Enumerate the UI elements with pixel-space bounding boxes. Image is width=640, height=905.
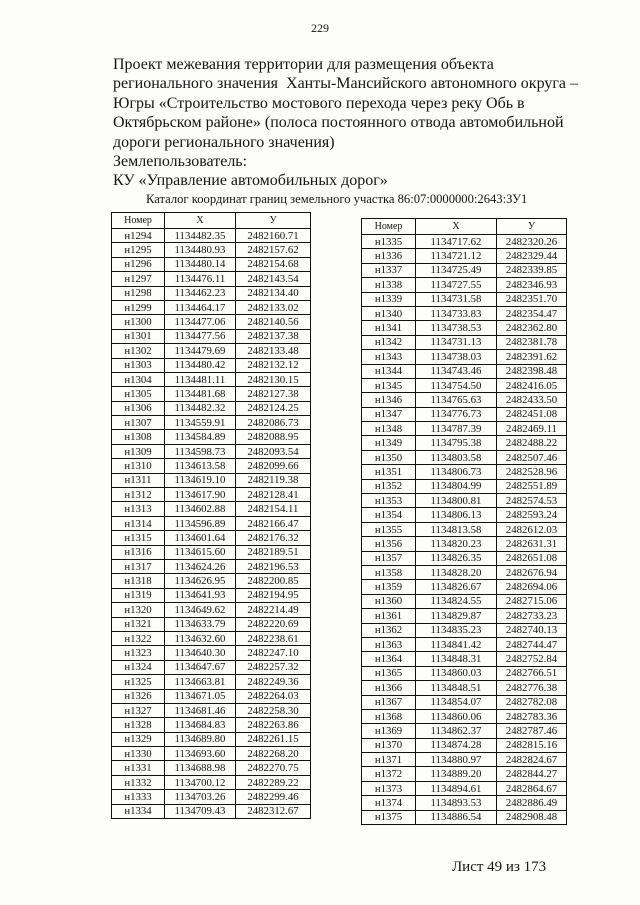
y-coordinate-cell: 2482381.78 [497, 336, 567, 350]
point-number-cell: н1321 [112, 618, 165, 632]
point-number-cell: н1304 [112, 373, 165, 387]
x-coordinate-cell: 1134481.68 [165, 387, 236, 401]
y-coordinate-cell: 2482908.48 [497, 811, 567, 825]
point-number-cell: н1341 [362, 321, 416, 335]
y-coordinate-cell: 2482154.68 [236, 258, 311, 272]
point-number-cell: н1331 [112, 761, 165, 775]
x-coordinate-cell: 1134619.10 [165, 474, 236, 488]
point-number-cell: н1316 [112, 546, 165, 560]
point-number-cell: н1322 [112, 632, 165, 646]
x-coordinate-cell: 1134640.30 [165, 646, 236, 660]
x-coordinate-cell: 1134464.17 [165, 301, 236, 315]
point-number-cell: н1300 [112, 315, 165, 329]
x-coordinate-cell: 1134765.63 [416, 393, 497, 407]
point-number-cell: н1349 [362, 436, 416, 450]
y-coordinate-cell: 2482824.67 [497, 753, 567, 767]
point-number-cell: н1299 [112, 301, 165, 315]
point-number-cell: н1319 [112, 589, 165, 603]
y-coordinate-cell: 2482488.22 [497, 436, 567, 450]
x-coordinate-cell: 1134841.42 [416, 638, 497, 652]
y-coordinate-cell: 2482154.11 [236, 502, 311, 516]
point-number-cell: н1334 [112, 805, 165, 819]
y-coordinate-cell: 2482351.70 [497, 293, 567, 307]
title-line: Октябрьском районе» (полоса постоянного отвода автомобильной [113, 114, 564, 132]
x-coordinate-cell: 1134717.62 [416, 235, 497, 249]
y-coordinate-cell: 2482133.48 [236, 344, 311, 358]
x-coordinate-cell: 1134480.42 [165, 359, 236, 373]
point-number-cell: н1339 [362, 293, 416, 307]
point-number-cell: н1323 [112, 646, 165, 660]
point-number-cell: н1313 [112, 502, 165, 516]
x-coordinate-cell: 1134632.60 [165, 632, 236, 646]
x-coordinate-cell: 1134860.06 [416, 710, 497, 724]
y-coordinate-cell: 2482574.53 [497, 494, 567, 508]
point-number-cell: н1345 [362, 379, 416, 393]
y-coordinate-cell: 2482339.85 [497, 264, 567, 278]
point-number-cell: н1343 [362, 350, 416, 364]
point-number-cell: н1320 [112, 603, 165, 617]
y-coordinate-cell: 2482694.06 [497, 580, 567, 594]
point-number-cell: н1370 [362, 739, 416, 753]
x-coordinate-cell: 1134477.06 [165, 315, 236, 329]
point-number-cell: н1368 [362, 710, 416, 724]
y-coordinate-cell: 2482249.36 [236, 675, 311, 689]
x-coordinate-cell: 1134733.83 [416, 307, 497, 321]
x-coordinate-cell: 1134700.12 [165, 776, 236, 790]
point-number-cell: н1360 [362, 595, 416, 609]
point-number-cell: н1348 [362, 422, 416, 436]
y-coordinate-cell: 2482137.38 [236, 330, 311, 344]
y-coordinate-cell: 2482220.69 [236, 618, 311, 632]
y-coordinate-cell: 2482783.36 [497, 710, 567, 724]
y-coordinate-cell: 2482744.47 [497, 638, 567, 652]
y-coordinate-cell: 2482362.80 [497, 321, 567, 335]
y-coordinate-cell: 2482093.54 [236, 445, 311, 459]
x-coordinate-cell: 1134480.93 [165, 243, 236, 257]
y-coordinate-cell: 2482528.96 [497, 465, 567, 479]
y-coordinate-cell: 2482715.06 [497, 595, 567, 609]
x-coordinate-cell: 1134731.58 [416, 293, 497, 307]
point-number-cell: н1306 [112, 402, 165, 416]
y-coordinate-cell: 2482451.08 [497, 408, 567, 422]
x-coordinate-cell: 1134617.90 [165, 488, 236, 502]
x-coordinate-cell: 1134893.53 [416, 796, 497, 810]
point-number-cell: н1317 [112, 560, 165, 574]
y-coordinate-cell: 2482289.22 [236, 776, 311, 790]
y-coordinate-cell: 2482088.95 [236, 430, 311, 444]
y-coordinate-cell: 2482268.20 [236, 747, 311, 761]
point-number-cell: н1327 [112, 704, 165, 718]
x-coordinate-cell: 1134477.56 [165, 330, 236, 344]
column-header-y: У [497, 219, 567, 235]
x-coordinate-cell: 1134854.07 [416, 696, 497, 710]
y-coordinate-cell: 2482776.38 [497, 681, 567, 695]
point-number-cell: н1363 [362, 638, 416, 652]
point-number-cell: н1347 [362, 408, 416, 422]
y-coordinate-cell: 2482676.94 [497, 566, 567, 580]
x-coordinate-cell: 1134601.64 [165, 531, 236, 545]
x-coordinate-cell: 1134804.99 [416, 480, 497, 494]
point-number-cell: н1296 [112, 258, 165, 272]
x-coordinate-cell: 1134615.60 [165, 546, 236, 560]
x-coordinate-cell: 1134688.98 [165, 761, 236, 775]
y-coordinate-cell: 2482469.11 [497, 422, 567, 436]
x-coordinate-cell: 1134828.20 [416, 566, 497, 580]
x-coordinate-cell: 1134826.67 [416, 580, 497, 594]
x-coordinate-cell: 1134681.46 [165, 704, 236, 718]
y-coordinate-cell: 2482320.26 [497, 235, 567, 249]
land-user-name: КУ «Управление автомобильных дорог» [113, 172, 388, 190]
point-number-cell: н1362 [362, 624, 416, 638]
point-number-cell: н1295 [112, 243, 165, 257]
title-line: регионального значения Ханты-Мансийского автономного округа – [113, 75, 579, 93]
point-number-cell: н1305 [112, 387, 165, 401]
x-coordinate-cell: 1134787.39 [416, 422, 497, 436]
x-coordinate-cell: 1134624.26 [165, 560, 236, 574]
y-coordinate-cell: 2482651.08 [497, 552, 567, 566]
y-coordinate-cell: 2482299.46 [236, 790, 311, 804]
x-coordinate-cell: 1134874.28 [416, 739, 497, 753]
y-coordinate-cell: 2482130.15 [236, 373, 311, 387]
x-coordinate-cell: 1134482.32 [165, 402, 236, 416]
point-number-cell: н1354 [362, 508, 416, 522]
catalog-caption: Каталог координат границ земельного участка 86:07:0000000:2643:ЗУ1 [146, 192, 528, 206]
x-coordinate-cell: 1134738.53 [416, 321, 497, 335]
point-number-cell: н1324 [112, 661, 165, 675]
point-number-cell: н1350 [362, 451, 416, 465]
point-number-cell: н1308 [112, 430, 165, 444]
point-number-cell: н1326 [112, 690, 165, 704]
y-coordinate-cell: 2482815.16 [497, 739, 567, 753]
y-coordinate-cell: 2482099.66 [236, 459, 311, 473]
x-coordinate-cell: 1134743.46 [416, 365, 497, 379]
x-coordinate-cell: 1134880.97 [416, 753, 497, 767]
point-number-cell: н1329 [112, 733, 165, 747]
x-coordinate-cell: 1134693.60 [165, 747, 236, 761]
y-coordinate-cell: 2482258.30 [236, 704, 311, 718]
sheet-counter: Лист 49 из 173 [452, 859, 547, 875]
y-coordinate-cell: 2482740.13 [497, 624, 567, 638]
coordinates-table-right [361, 218, 567, 825]
point-number-cell: н1307 [112, 416, 165, 430]
point-number-cell: н1337 [362, 264, 416, 278]
x-coordinate-cell: 1134860.03 [416, 667, 497, 681]
x-coordinate-cell: 1134848.51 [416, 681, 497, 695]
x-coordinate-cell: 1134813.58 [416, 523, 497, 537]
x-coordinate-cell: 1134862.37 [416, 724, 497, 738]
x-coordinate-cell: 1134633.79 [165, 618, 236, 632]
y-coordinate-cell: 2482176.32 [236, 531, 311, 545]
column-header-number: Номер [362, 219, 416, 235]
x-coordinate-cell: 1134709.43 [165, 805, 236, 819]
column-header-x: X [165, 213, 236, 229]
y-coordinate-cell: 2482200.85 [236, 574, 311, 588]
x-coordinate-cell: 1134824.55 [416, 595, 497, 609]
x-coordinate-cell: 1134800.81 [416, 494, 497, 508]
y-coordinate-cell: 2482864.67 [497, 782, 567, 796]
point-number-cell: н1371 [362, 753, 416, 767]
y-coordinate-cell: 2482782.08 [497, 696, 567, 710]
point-number-cell: н1361 [362, 609, 416, 623]
column-header-y: У [236, 213, 311, 229]
point-number-cell: н1352 [362, 480, 416, 494]
point-number-cell: н1357 [362, 552, 416, 566]
x-coordinate-cell: 1134795.38 [416, 436, 497, 450]
point-number-cell: н1318 [112, 574, 165, 588]
x-coordinate-cell: 1134727.55 [416, 278, 497, 292]
y-coordinate-cell: 2482214.49 [236, 603, 311, 617]
point-number-cell: н1355 [362, 523, 416, 537]
y-coordinate-cell: 2482733.23 [497, 609, 567, 623]
y-coordinate-cell: 2482194.95 [236, 589, 311, 603]
point-number-cell: н1364 [362, 652, 416, 666]
x-coordinate-cell: 1134738.03 [416, 350, 497, 364]
point-number-cell: н1336 [362, 249, 416, 263]
point-number-cell: н1302 [112, 344, 165, 358]
point-number-cell: н1311 [112, 474, 165, 488]
point-number-cell: н1309 [112, 445, 165, 459]
column-header-x: X [416, 219, 497, 235]
x-coordinate-cell: 1134641.93 [165, 589, 236, 603]
land-user-label: Землепользователь: [113, 153, 248, 171]
y-coordinate-cell: 2482238.61 [236, 632, 311, 646]
y-coordinate-cell: 2482631.31 [497, 537, 567, 551]
y-coordinate-cell: 2482551.89 [497, 480, 567, 494]
x-coordinate-cell: 1134721.12 [416, 249, 497, 263]
y-coordinate-cell: 2482507.46 [497, 451, 567, 465]
point-number-cell: н1346 [362, 393, 416, 407]
coordinates-table-left [111, 212, 311, 819]
y-coordinate-cell: 2482247.10 [236, 646, 311, 660]
x-coordinate-cell: 1134598.73 [165, 445, 236, 459]
point-number-cell: н1353 [362, 494, 416, 508]
x-coordinate-cell: 1134820.23 [416, 537, 497, 551]
y-coordinate-cell: 2482127.38 [236, 387, 311, 401]
x-coordinate-cell: 1134663.81 [165, 675, 236, 689]
y-coordinate-cell: 2482593.24 [497, 508, 567, 522]
y-coordinate-cell: 2482263.86 [236, 718, 311, 732]
point-number-cell: н1310 [112, 459, 165, 473]
point-number-cell: н1367 [362, 696, 416, 710]
y-coordinate-cell: 2482312.67 [236, 805, 311, 819]
point-number-cell: н1328 [112, 718, 165, 732]
y-coordinate-cell: 2482134.40 [236, 287, 311, 301]
y-coordinate-cell: 2482124.25 [236, 402, 311, 416]
point-number-cell: н1372 [362, 767, 416, 781]
point-number-cell: н1294 [112, 229, 165, 243]
point-number-cell: н1301 [112, 330, 165, 344]
y-coordinate-cell: 2482261.15 [236, 733, 311, 747]
x-coordinate-cell: 1134584.89 [165, 430, 236, 444]
x-coordinate-cell: 1134671.05 [165, 690, 236, 704]
point-number-cell: н1351 [362, 465, 416, 479]
x-coordinate-cell: 1134481.11 [165, 373, 236, 387]
point-number-cell: н1332 [112, 776, 165, 790]
x-coordinate-cell: 1134559.91 [165, 416, 236, 430]
point-number-cell: н1359 [362, 580, 416, 594]
x-coordinate-cell: 1134480.14 [165, 258, 236, 272]
y-coordinate-cell: 2482196.53 [236, 560, 311, 574]
y-coordinate-cell: 2482160.71 [236, 229, 311, 243]
y-coordinate-cell: 2482119.38 [236, 474, 311, 488]
y-coordinate-cell: 2482433.50 [497, 393, 567, 407]
point-number-cell: н1303 [112, 359, 165, 373]
point-number-cell: н1375 [362, 811, 416, 825]
y-coordinate-cell: 2482346.93 [497, 278, 567, 292]
x-coordinate-cell: 1134462.23 [165, 287, 236, 301]
y-coordinate-cell: 2482354.47 [497, 307, 567, 321]
y-coordinate-cell: 2482140.56 [236, 315, 311, 329]
y-coordinate-cell: 2482189.51 [236, 546, 311, 560]
x-coordinate-cell: 1134754.50 [416, 379, 497, 393]
y-coordinate-cell: 2482143.54 [236, 272, 311, 286]
y-coordinate-cell: 2482787.46 [497, 724, 567, 738]
point-number-cell: н1330 [112, 747, 165, 761]
x-coordinate-cell: 1134826.35 [416, 552, 497, 566]
y-coordinate-cell: 2482329.44 [497, 249, 567, 263]
y-coordinate-cell: 2482257.32 [236, 661, 311, 675]
column-header-number: Номер [112, 213, 165, 229]
x-coordinate-cell: 1134806.13 [416, 508, 497, 522]
y-coordinate-cell: 2482752.84 [497, 652, 567, 666]
x-coordinate-cell: 1134829.87 [416, 609, 497, 623]
point-number-cell: н1314 [112, 517, 165, 531]
point-number-cell: н1325 [112, 675, 165, 689]
x-coordinate-cell: 1134613.58 [165, 459, 236, 473]
y-coordinate-cell: 2482612.03 [497, 523, 567, 537]
x-coordinate-cell: 1134602.88 [165, 502, 236, 516]
x-coordinate-cell: 1134684.83 [165, 718, 236, 732]
point-number-cell: н1315 [112, 531, 165, 545]
point-number-cell: н1369 [362, 724, 416, 738]
y-coordinate-cell: 2482132.12 [236, 359, 311, 373]
y-coordinate-cell: 2482128.41 [236, 488, 311, 502]
y-coordinate-cell: 2482886.49 [497, 796, 567, 810]
x-coordinate-cell: 1134703.26 [165, 790, 236, 804]
x-coordinate-cell: 1134689.80 [165, 733, 236, 747]
point-number-cell: н1340 [362, 307, 416, 321]
y-coordinate-cell: 2482086.73 [236, 416, 311, 430]
x-coordinate-cell: 1134479.69 [165, 344, 236, 358]
x-coordinate-cell: 1134476.11 [165, 272, 236, 286]
x-coordinate-cell: 1134731.13 [416, 336, 497, 350]
y-coordinate-cell: 2482766.51 [497, 667, 567, 681]
point-number-cell: н1373 [362, 782, 416, 796]
y-coordinate-cell: 2482398.48 [497, 365, 567, 379]
x-coordinate-cell: 1134647.67 [165, 661, 236, 675]
point-number-cell: н1374 [362, 796, 416, 810]
point-number-cell: н1344 [362, 365, 416, 379]
y-coordinate-cell: 2482391.62 [497, 350, 567, 364]
x-coordinate-cell: 1134806.73 [416, 465, 497, 479]
point-number-cell: н1298 [112, 287, 165, 301]
x-coordinate-cell: 1134848.31 [416, 652, 497, 666]
title-line: Проект межевания территории для размещения объекта [113, 56, 494, 73]
point-number-cell: н1356 [362, 537, 416, 551]
point-number-cell: н1342 [362, 336, 416, 350]
document-title [113, 55, 578, 191]
x-coordinate-cell: 1134894.61 [416, 782, 497, 796]
title-line: дороги регионального значения) [113, 133, 335, 151]
x-coordinate-cell: 1134482.35 [165, 229, 236, 243]
page-number: 229 [311, 21, 329, 35]
point-number-cell: н1312 [112, 488, 165, 502]
x-coordinate-cell: 1134596.89 [165, 517, 236, 531]
x-coordinate-cell: 1134626.95 [165, 574, 236, 588]
y-coordinate-cell: 2482264.03 [236, 690, 311, 704]
point-number-cell: н1297 [112, 272, 165, 286]
y-coordinate-cell: 2482166.47 [236, 517, 311, 531]
point-number-cell: н1366 [362, 681, 416, 695]
x-coordinate-cell: 1134649.62 [165, 603, 236, 617]
point-number-cell: н1338 [362, 278, 416, 292]
point-number-cell: н1335 [362, 235, 416, 249]
title-line: Югры «Строительство мостового перехода через реку Обь в [113, 94, 525, 112]
y-coordinate-cell: 2482270.75 [236, 761, 311, 775]
y-coordinate-cell: 2482416.05 [497, 379, 567, 393]
point-number-cell: н1365 [362, 667, 416, 681]
point-number-cell: н1333 [112, 790, 165, 804]
y-coordinate-cell: 2482157.62 [236, 243, 311, 257]
x-coordinate-cell: 1134835.23 [416, 624, 497, 638]
y-coordinate-cell: 2482844.27 [497, 767, 567, 781]
x-coordinate-cell: 1134889.20 [416, 767, 497, 781]
x-coordinate-cell: 1134725.49 [416, 264, 497, 278]
y-coordinate-cell: 2482133.02 [236, 301, 311, 315]
x-coordinate-cell: 1134776.73 [416, 408, 497, 422]
point-number-cell: н1358 [362, 566, 416, 580]
x-coordinate-cell: 1134803.58 [416, 451, 497, 465]
x-coordinate-cell: 1134886.54 [416, 811, 497, 825]
